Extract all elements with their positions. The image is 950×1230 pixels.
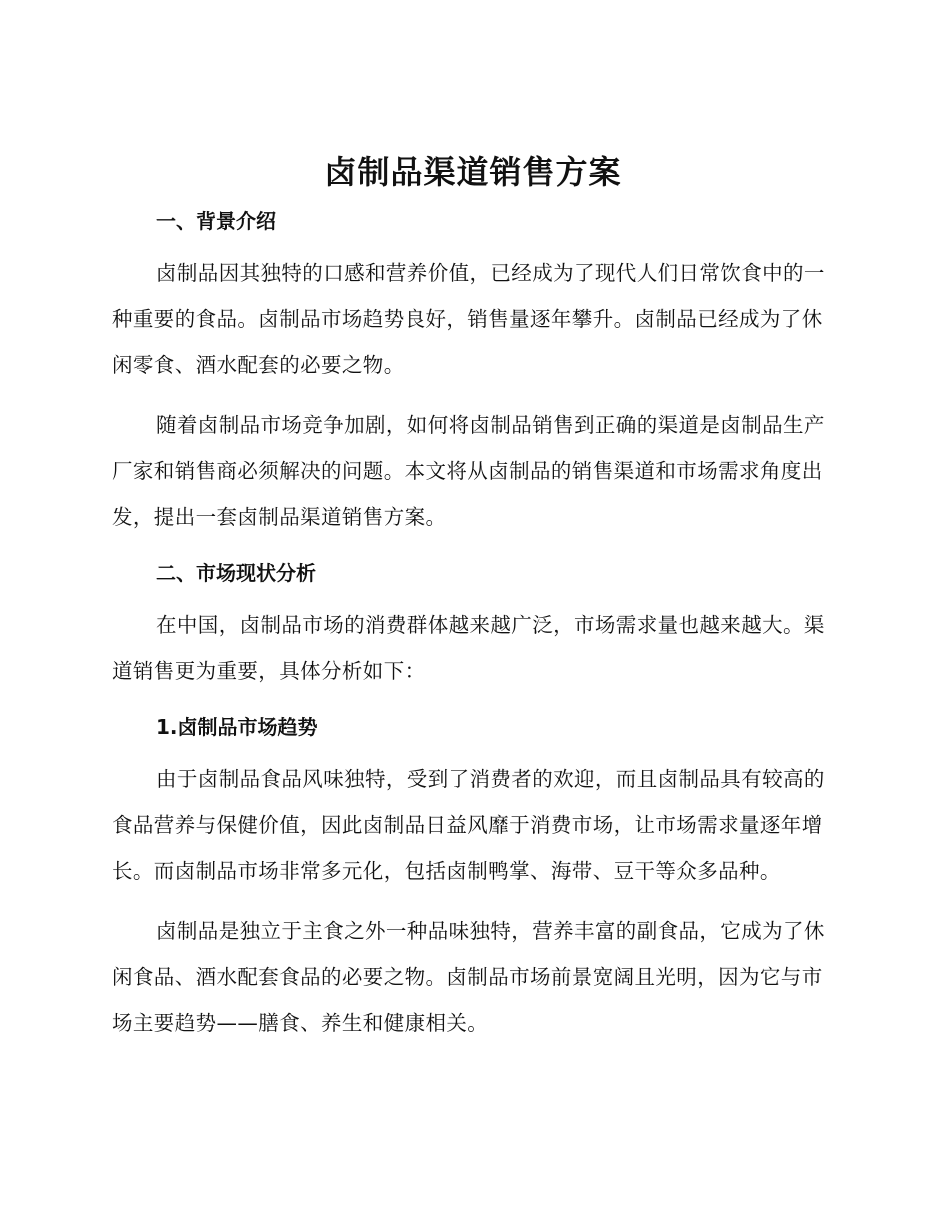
paragraph: 随着卤制品市场竞争加剧，如何将卤制品销售到正确的渠道是卤制品生产厂家和销售商必须解决的问题。本文将从卤制品的销售渠道和市场需求角度出发，提出一套卤制品渠道销售方案。 xyxy=(112,413,825,529)
section-heading-background: 一、背景介绍 xyxy=(156,209,276,233)
document-title: 卤制品渠道销售方案 xyxy=(324,153,622,191)
paragraph: 卤制品因其独特的口感和营养价值，已经成为了现代人们日常饮食中的一种重要的食品。卤制品市场趋势良好，销售量逐年攀升。卤制品已经成为了休闲零食、酒水配套的必要之物。 xyxy=(112,261,825,377)
paragraph: 由于卤制品食品风味独特，受到了消费者的欢迎，而且卤制品具有较高的食品营养与保健价值，因此卤制品日益风靡于消费市场，让市场需求量逐年增长。而卤制品市场非常多元化，包括卤制鸭掌、海带、豆干等众多品种。 xyxy=(112,767,825,883)
section-heading-market-analysis: 二、市场现状分析 xyxy=(156,561,316,585)
paragraph: 在中国，卤制品市场的消费群体越来越广泛，市场需求量也越来越大。渠道销售更为重要，具体分析如下： xyxy=(112,613,825,683)
document-page xyxy=(112,148,834,1046)
paragraph: 卤制品是独立于主食之外一种品味独特，营养丰富的副食品，它成为了休闲食品、酒水配套食品的必要之物。卤制品市场前景宽阔且光明，因为它与市场主要趋势——膳食、养生和健康相关。 xyxy=(112,919,825,1035)
subsection-heading-market-trend: 1.卤制品市场趋势 xyxy=(156,715,318,739)
